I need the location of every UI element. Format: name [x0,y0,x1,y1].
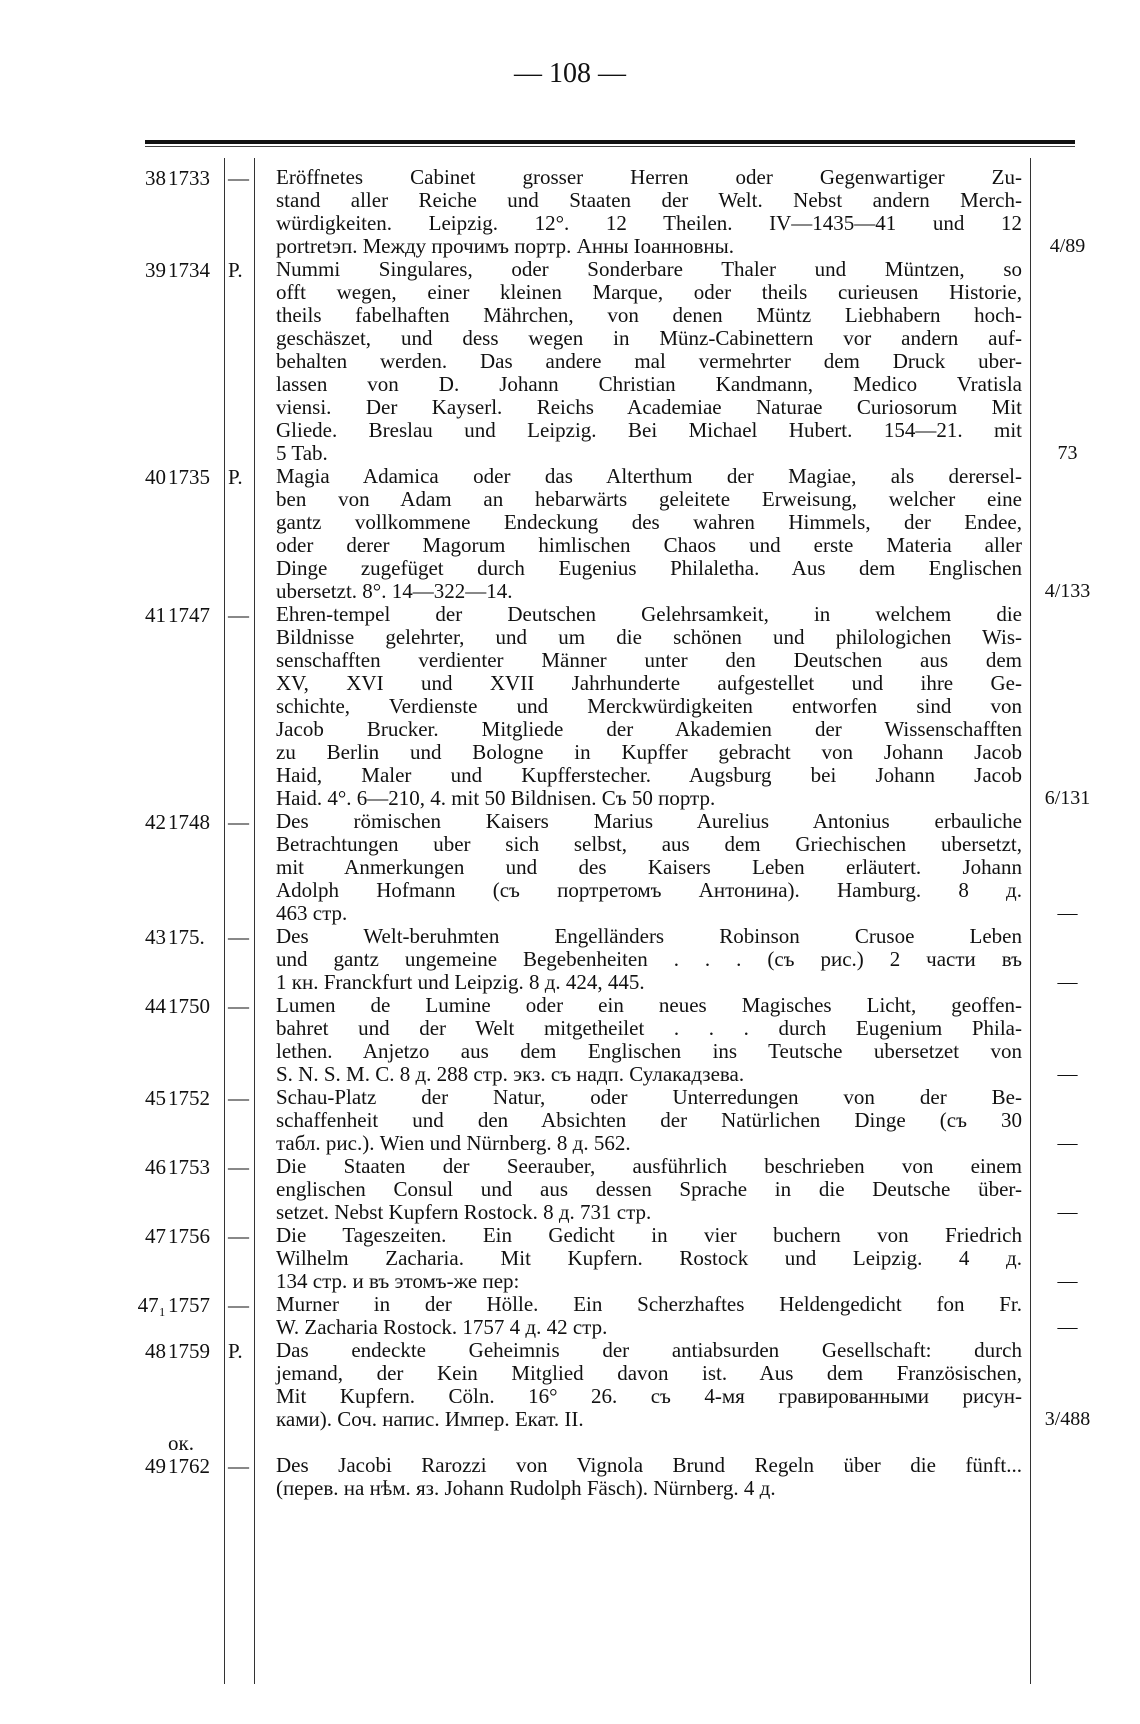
entry-price: 3/488 [1044,1408,1091,1430]
entry-mark: — [228,1454,249,1478]
description-line: Dinge zugefüget durch Eugenius Philaletha. Aus dem Englischen [276,556,1022,580]
description-line: lethen. Anjetzo aus dem Englischen ins Teutsche ubersetzet von [276,1039,1022,1063]
top-rule-thin [145,146,1075,147]
entry-number: 38 [145,166,166,190]
page-number: — 108 — [514,58,626,89]
entry-price: 4/89 [1049,235,1086,257]
description-line: Jacob Brucker. Mitgliede der Akademien der Wissenschafften [276,717,1022,741]
entry-mark: P. [228,258,243,282]
entry-price: 73 [1057,442,1078,464]
entry-year: 1757 [168,1293,210,1317]
entry-year: 1762 [168,1454,210,1478]
entry-number: 47 [145,1224,166,1248]
entry-price: — [1057,902,1078,924]
entry-price: 4/133 [1044,580,1091,602]
description-line: 5 Tab. [276,441,328,465]
description-line: viensi. Der Kayserl. Reichs Academiae Naturae Curiosorum Mit [276,395,1022,419]
entry-mark: — [228,1224,249,1248]
top-rule [145,140,1075,144]
entry-mark: — [228,603,249,627]
description-line: Des Welt-beruhmten Engelländers Robinson Crusoe Leben [276,924,1022,948]
description-line: schichte, Verdienste und Merckwürdigkeiten entworfen sind von [276,694,1022,718]
description-line: gantz vollkommene Endeckung des wahren Himmels, der Endee, [276,510,1022,534]
description-line: senschafften verdienter Männer unter den Deutschen aus dem [276,648,1022,672]
description-line: Des römischen Kaisers Marius Aurelius Antonius erbauliche [276,809,1022,833]
entry-number: 40 [145,465,166,489]
entry-number: 44 [145,994,166,1018]
entry-description [276,603,1022,810]
entry-price: — [1057,1270,1078,1292]
description-line: Wilhelm Zacharia. Mit Kupfern. Rostock und Leipzig. 4 д. [276,1246,1022,1270]
entry-description [276,258,1022,465]
description-line: theils fabelhaften Mährchen, von denen Müntz Liebhabern hoch- [276,303,1022,327]
description-line: würdigkeiten. Leipzig. 12°. 12 Theilen. IV—1435—41 und 12 [276,211,1022,235]
entry-mark: — [228,1086,249,1110]
description-line: Mit Kupfern. Cöln. 16° 26. съ 4-мя гравированными рисун- [276,1384,1022,1408]
description-line: XV, XVI und XVII Jahrhunderte aufgestellet und ihre Ge- [276,671,1022,695]
entry-number: 49 [145,1454,166,1478]
description-line: setzet. Nebst Kupfern Rostock. 8 д. 731 стр. [276,1200,652,1224]
entry-number: 42 [145,810,166,834]
description-line: ками). Соч. напис. Импер. Екат. II. [276,1407,584,1431]
entry-description [276,465,1022,603]
entry-number: 43 [145,925,166,949]
description-line: offt wegen, einer kleinen Marque, oder theils curieusen Historie, [276,280,1022,304]
description-line: Magia Adamica oder das Alterthum der Magiae, als derersel- [276,464,1022,488]
description-line: Des Jacobi Rarozzi von Vignola Brund Regeln über die fünft... [276,1453,1022,1477]
entry-price: — [1057,1316,1078,1338]
description-line: stand aller Reiche und Staaten der Welt. Nebst andern Merch- [276,188,1022,212]
entry-year: 1750 [168,994,210,1018]
description-line: Eröffnetes Cabinet grosser Herren oder Gegenwartiger Zu- [276,165,1022,189]
entry-description [276,925,1022,994]
entry-price: — [1057,1201,1078,1223]
entry-year: 1735 [168,465,210,489]
description-line: (перев. на нѣм. яз. Johann Rudolph Fäsch). Nürnberg. 4 д. [276,1476,776,1500]
entry-mark: — [228,994,249,1018]
entry-year: 1748 [168,810,210,834]
entry-description [276,166,1022,258]
entry-mark: — [228,925,249,949]
entry-mark: P. [228,465,243,489]
description-line: lassen von D. Johann Christian Kandmann, Medico Vratisla [276,372,1022,396]
entry-number: 45 [145,1086,166,1110]
description-line: Haid. 4°. 6—210, 4. mit 50 Bildnisen. Съ 50 портр. [276,786,716,810]
entry-description [276,994,1022,1086]
description-line: ben von Adam an hebarwärts geleitete Erweisung, welcher eine [276,487,1022,511]
description-line: 134 стр. и въ этомъ-же пер: [276,1269,520,1293]
description-line: Murner in der Hölle. Ein Scherzhaftes Heldengedicht fon Fr. [276,1292,1022,1316]
entry-description [276,1339,1022,1431]
entry-description [276,1293,1022,1339]
description-line: zu Berlin und Bologne in Kupffer gebracht von Johann Jacob [276,740,1022,764]
description-line: behalten werden. Das andere mal vermehrter dem Druck uber- [276,349,1022,373]
description-line: S. N. S. M. C. 8 д. 288 стр. экз. съ надп. Сулакадзева. [276,1062,745,1086]
column-divider-mark [254,158,255,1684]
description-line: Das endeckte Geheimnis der antiabsurden Gesellschaft: durch [276,1338,1022,1362]
entry-mark: P. [228,1339,243,1363]
description-line: табл. рис.). Wien und Nürnberg. 8 д. 562. [276,1131,631,1155]
entry-year: 1752 [168,1086,210,1110]
description-line: Haid, Maler und Kupfferstecher. Augsburg bei Johann Jacob [276,763,1022,787]
entry-year: 1759 [168,1339,210,1363]
description-line: geschäszet, und dess wegen in Münz-Cabinettern vor andern auf- [276,326,1022,350]
description-line: ubersetzt. 8°. 14—322—14. [276,579,513,603]
entry-year: 1753 [168,1155,210,1179]
description-line: Schau-Platz der Natur, oder Unterredungen von der Be- [276,1085,1022,1109]
entry-price: — [1057,1063,1078,1085]
entry-price: — [1057,1132,1078,1154]
entry-number: 48 [145,1339,166,1363]
entry-mark: — [228,1293,249,1317]
description-line: bahret und der Welt mitgetheilet . . . durch Eugenium Phila- [276,1016,1022,1040]
description-line: portretэп. Между прочимъ портр. Анны Іоанновны. [276,234,734,258]
entry-number: 41 [145,603,166,627]
entry-price: — [1057,971,1078,993]
entry-mark: — [228,810,249,834]
entry-mark: — [228,166,249,190]
entry-mark: — [228,1155,249,1179]
entry-description [276,810,1022,925]
entry-year: 175. [168,925,205,949]
description-line: 463 стр. [276,901,348,925]
entry-year: 1747 [168,603,210,627]
description-line: Ehren-tempel der Deutschen Gelehrsamkeit, in welchem die [276,602,1022,626]
description-line: oder derer Magorum himlischen Chaos und erste Materia aller [276,533,1022,557]
description-line: mit Anmerkungen und des Kaisers Leben erläutert. Johann [276,855,1022,879]
entry-description [276,1454,1022,1500]
entry-number: 39 [145,258,166,282]
column-divider-price [1030,158,1031,1684]
description-line: jemand, der Kein Mitglied davon ist. Aus dem Französischen, [276,1361,1022,1385]
entry-year: 1734 [168,258,210,282]
description-line: und gantz ungemeine Begebenheiten . . . (съ рис.) 2 части въ [276,947,1022,971]
description-line: Die Staaten der Seerauber, ausführlich beschrieben von einem [276,1154,1022,1178]
entry-description [276,1224,1022,1293]
description-line: Lumen de Lumine oder ein neues Magisches Licht, geoffen- [276,993,1022,1017]
description-line: Bildnisse gelehrter, und um die schönen und philologichen Wis- [276,625,1022,649]
entry-description [276,1155,1022,1224]
entry-year: ок. [168,1431,194,1455]
description-line: Gliede. Breslau und Leipzig. Bei Michael Hubert. 154—21. mit [276,418,1022,442]
entry-number: 47₁ [137,1293,166,1317]
description-line: Die Tageszeiten. Ein Gedicht in vier buchern von Friedrich [276,1223,1022,1247]
description-line: 1 кн. Franckfurt und Leipzig. 8 д. 424, 445. [276,970,645,994]
description-line: Adolph Hofmann (съ портретомъ Антонина). Hamburg. 8 д. [276,878,1022,902]
description-line: Betrachtungen uber sich selbst, aus dem Griechischen ubersetzt, [276,832,1022,856]
entry-price: 6/131 [1044,787,1091,809]
description-line: schaffenheit und den Absichten der Natürlichen Dinge (съ 30 [276,1108,1022,1132]
entry-number: 46 [145,1155,166,1179]
description-line: englischen Consul und aus dessen Sprache in die Deutsche über- [276,1177,1022,1201]
description-line: Nummi Singulares, oder Sonderbare Thaler und Müntzen, so [276,257,1022,281]
entry-year: 1756 [168,1224,210,1248]
description-line: W. Zacharia Rostock. 1757 4 д. 42 стр. [276,1315,608,1339]
entry-description [276,1086,1022,1155]
entry-year: 1733 [168,166,210,190]
